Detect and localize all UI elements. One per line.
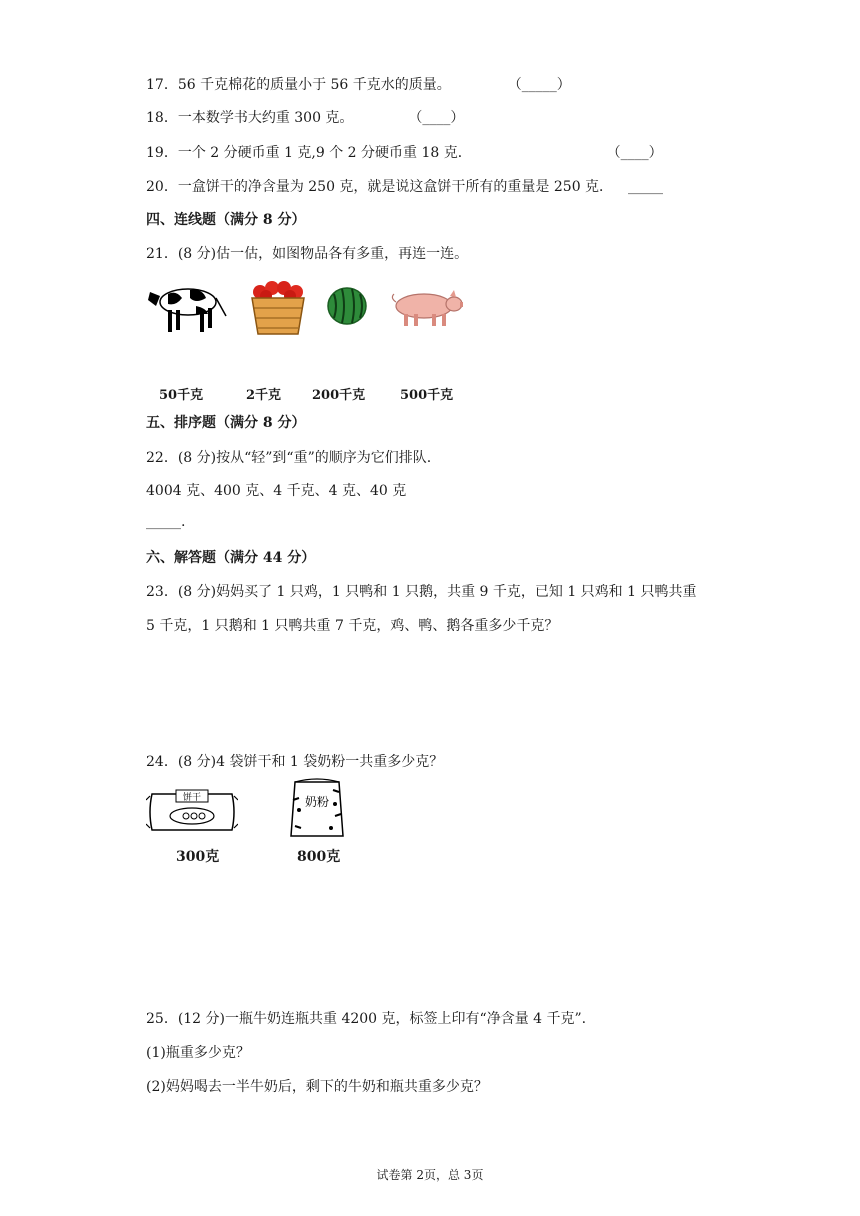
page-footer: 试卷第 2页，总 3页 bbox=[376, 1168, 484, 1182]
question-21-text: 21．(8 分)估一估，如图物品各有多重，再连一连。 bbox=[146, 246, 469, 262]
milk-powder-label: 奶粉 bbox=[304, 795, 330, 809]
milk-powder-weight-label: 800克 bbox=[297, 849, 341, 865]
section-6-heading: 六、解答题（满分 44 分） bbox=[146, 550, 316, 566]
question-19-text: 19．一个 2 分硬币重 1 克,9 个 2 分硬币重 18 克． bbox=[146, 145, 472, 161]
question-25-sub-1: (1)瓶重多少克？ bbox=[146, 1045, 250, 1061]
question-19 bbox=[146, 142, 663, 162]
pig-icon bbox=[388, 286, 464, 330]
question-18-answer-blank[interactable]: （____） bbox=[408, 110, 465, 126]
biscuit-bag-label: 饼干 bbox=[182, 793, 202, 803]
question-20-answer-blank[interactable]: _____ bbox=[627, 179, 663, 195]
biscuit-weight-label: 300克 bbox=[176, 849, 220, 865]
question-17 bbox=[146, 74, 571, 94]
question-18 bbox=[146, 107, 464, 127]
question-20-text: 20．一盒饼干的净含量为 250 克，就是说这盒饼干所有的重量是 250 克． bbox=[146, 179, 614, 195]
weight-label-50kg: 50千克 bbox=[159, 388, 204, 403]
question-23-line-2: 5 千克，1 只鹅和 1 只鸭共重 7 千克，鸡、鸭、鹅各重多少千克？ bbox=[146, 618, 559, 634]
question-22-answer-blank[interactable]: _____. bbox=[146, 514, 186, 530]
question-20 bbox=[146, 176, 663, 196]
biscuit-bag-icon bbox=[146, 786, 238, 838]
cow-icon bbox=[146, 276, 230, 336]
milk-powder-bag-icon bbox=[287, 776, 347, 840]
question-17-answer-blank[interactable]: （_____） bbox=[507, 77, 571, 93]
section-4-heading: 四、连线题（满分 8 分） bbox=[146, 212, 306, 228]
apple-basket-icon bbox=[246, 278, 310, 338]
question-17-text: 17．56 千克棉花的质量小于 56 千克水的质量。 bbox=[146, 77, 451, 93]
watermelon-icon bbox=[326, 286, 368, 326]
weight-label-500kg: 500千克 bbox=[400, 388, 454, 403]
section-5-heading: 五、排序题（满分 8 分） bbox=[146, 415, 306, 431]
question-25-text: 25．(12 分)一瓶牛奶连瓶共重 4200 克，标签上印有“净含量 4 千克”. bbox=[146, 1011, 587, 1027]
question-22-items: 4004 克、400 克、4 千克、4 克、40 克 bbox=[146, 483, 407, 499]
question-18-text: 18．一本数学书大约重 300 克。 bbox=[146, 110, 354, 126]
question-24-text: 24．(8 分)4 袋饼干和 1 袋奶粉一共重多少克？ bbox=[146, 754, 444, 770]
question-22-text: 22．(8 分)按从“轻”到“重”的顺序为它们排队. bbox=[146, 450, 432, 466]
question-23-line-1: 23．(8 分)妈妈买了 1 只鸡，1 只鸭和 1 只鹅，共重 9 千克，已知 1 只鸡和 1 只鸭共重 bbox=[146, 584, 697, 600]
weight-label-2kg: 2千克 bbox=[246, 388, 282, 403]
question-25-sub-2: (2)妈妈喝去一半牛奶后，剩下的牛奶和瓶共重多少克？ bbox=[146, 1079, 488, 1095]
question-19-answer-blank[interactable]: （____） bbox=[606, 145, 663, 161]
weight-label-200kg: 200千克 bbox=[312, 388, 366, 403]
